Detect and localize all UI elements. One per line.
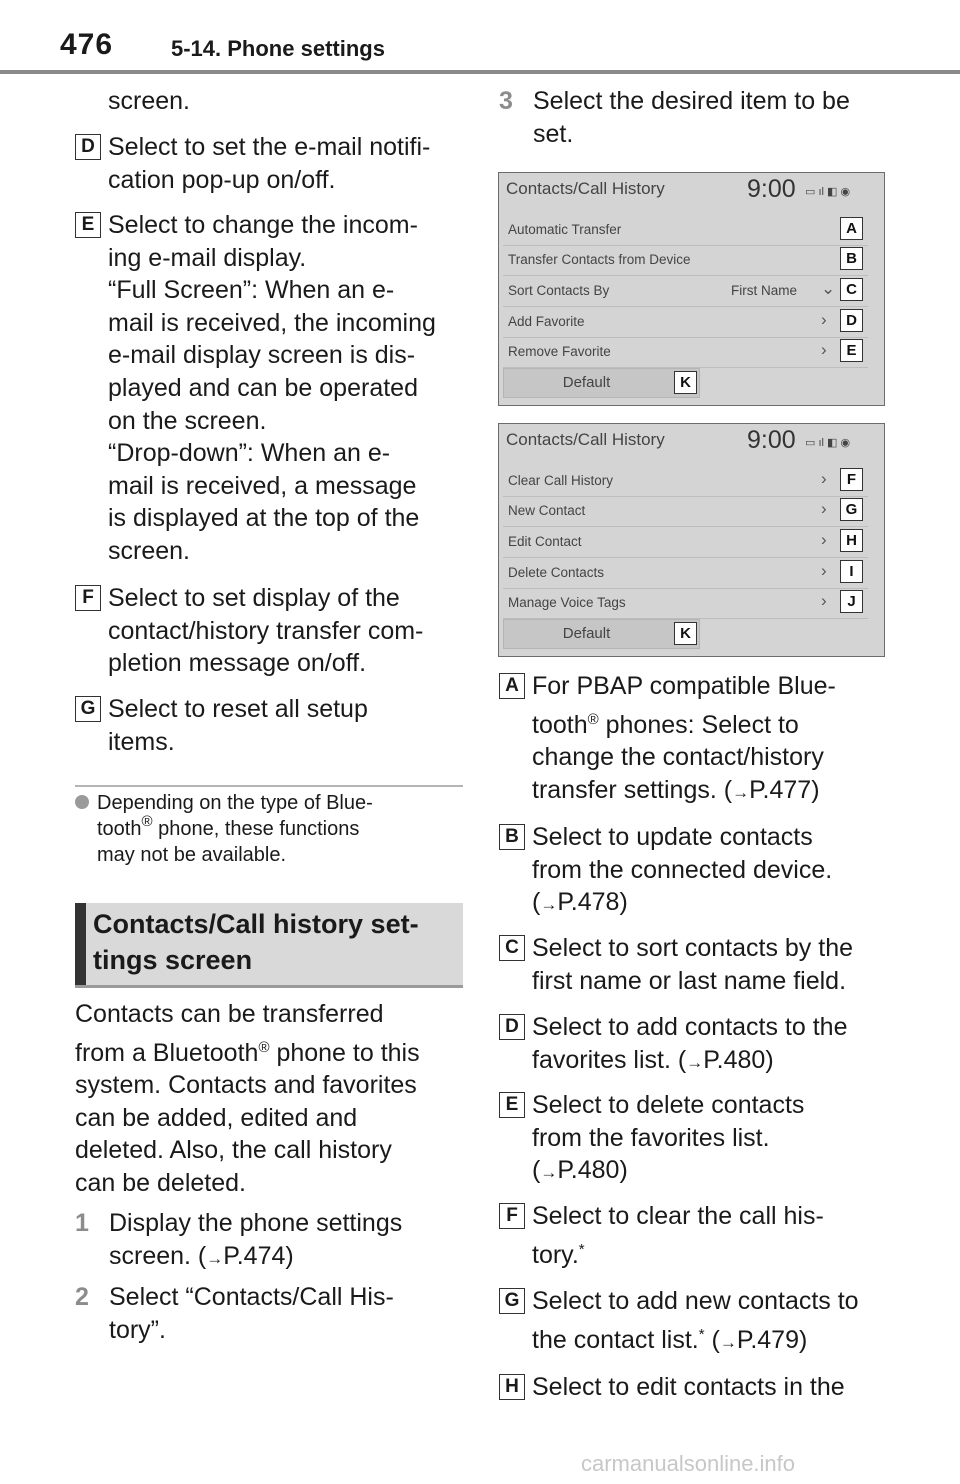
setting-row[interactable]: New Contact › G [503,496,868,527]
chevron-right-icon: › [821,591,827,610]
callout-badge: C [499,935,525,961]
screen-title: Contacts/Call History [506,179,665,198]
intro-paragraph: Contacts can be transferred from a Bluetooth® phone to this system. Contacts and favorites can be added, edited and deleted. Also, the call history can be deleted. [75,1000,420,1197]
section-heading: Contacts/Call history set- tings screen [93,909,419,975]
page-reference-link[interactable]: P.479) [736,1325,808,1354]
item-text: For PBAP compatible Blue- tooth® phones: Select to change the contact/history transfer settings. (→P.477) [532,672,836,804]
callout-badge: E [499,1092,525,1118]
arrow-icon: → [686,1052,704,1072]
callout-badge: D [840,309,863,332]
chevron-right-icon: › [821,561,827,580]
callout-badge: E [75,212,101,238]
item-text: Select to edit contacts in the [532,1373,845,1401]
step-number: 3 [499,87,513,115]
note-divider [75,785,463,787]
step-number: 2 [75,1283,89,1311]
screen-clock: 9:00 [747,175,796,203]
step-text: Select the desired item to be set. [533,87,850,148]
callout-badge: D [499,1014,525,1040]
item-text: Select to change the incom- ing e-mail display. “Full Screen”: When an e- mail is received, the incoming e-mail display screen is dis- played and can be operated on the screen. “Drop-down”: When an e- mail is received, a message is displayed at the top of the screen. [108,211,436,565]
screen-clock: 9:00 [747,426,796,454]
callout-badge: K [674,371,697,394]
page-reference-link[interactable]: P.478) [557,888,628,917]
setting-row[interactable]: Automatic Transfer A [503,215,868,246]
setting-row[interactable]: Clear Call History › F [503,466,868,497]
callout-badge: B [840,247,863,270]
callout-badge: H [840,529,863,552]
callout-badge: I [840,560,863,583]
page-reference-link[interactable]: P.477) [749,775,820,804]
callout-badge: A [499,673,525,699]
step-text: Select “Contacts/Call His- tory”. [109,1283,394,1344]
default-button[interactable]: Default K [503,619,700,649]
chevron-right-icon: › [821,530,827,549]
page-reference-link[interactable]: P.480) [557,1156,628,1185]
item-text: Select to add new contacts to the contact list.* (→P.479) [532,1287,859,1354]
status-icons: ▭ ıl ◧ ◉ [805,437,851,449]
page-number: 476 [60,28,114,61]
setting-row[interactable]: Remove Favorite › E [503,337,868,368]
chevron-right-icon: › [821,340,827,359]
arrow-icon: → [206,1248,224,1268]
item-text: Select to delete contacts from the favorites list. (→P.480) [532,1091,805,1185]
callout-badge: D [75,134,101,160]
chevron-right-icon: › [821,499,827,518]
callout-badge: F [499,1203,525,1229]
screen-title: Contacts/Call History [506,430,665,449]
status-icons: ▭ ıl ◧ ◉ [805,186,851,198]
setting-row[interactable]: Sort Contacts By First Name ⌄ C [503,276,868,307]
settings-screen-1 [498,172,885,406]
callout-badge: G [75,696,101,722]
arrow-icon: → [732,782,750,802]
item-text: Select to reset all setup items. [108,695,368,756]
item-text: Select to sort contacts by the first name or last name field. [532,934,853,995]
section-title: 5-14. Phone settings [171,36,385,61]
watermark: carmanualsonline.info [581,1451,796,1476]
callout-badge: B [499,824,525,850]
page-reference-link[interactable]: P.480) [703,1045,774,1074]
setting-row[interactable]: Delete Contacts › I [503,558,868,589]
setting-row[interactable]: Add Favorite › D [503,307,868,338]
step-number: 1 [75,1209,89,1237]
chevron-down-icon: ⌄ [821,279,836,298]
bullet-icon [75,795,89,809]
arrow-icon: → [719,1332,737,1352]
chevron-right-icon: › [821,469,827,488]
item-text: Select to set the e-mail notifi- cation pop-up on/off. [108,133,431,194]
setting-value: First Name [731,283,798,298]
callout-badge: H [499,1374,525,1400]
chevron-right-icon: › [821,310,827,329]
arrow-icon: → [540,1163,558,1183]
step-2 [75,1281,460,1351]
setting-row[interactable]: Transfer Contacts from Device B [503,245,868,276]
callout-badge: E [840,339,863,362]
callout-badge: F [840,468,863,491]
callout-badge: A [840,217,863,240]
callout-badge: K [674,622,697,645]
callout-badge: G [840,498,863,521]
step-text: Display the phone settings screen. (→P.474) [109,1209,403,1270]
page-reference-link[interactable]: P.474) [223,1241,294,1270]
setting-row[interactable]: Edit Contact › H [503,527,868,558]
default-button[interactable]: Default K [503,368,700,398]
callout-badge: G [499,1288,525,1314]
setting-row[interactable]: Manage Voice Tags › J [503,588,868,619]
item-text: Select to add contacts to the favorites list. (→P.480) [532,1013,848,1074]
settings-screen-2 [498,423,885,657]
item-text: Select to clear the call his- tory.* [532,1202,824,1269]
continuation-text: screen. [108,87,190,115]
callout-badge: C [840,278,863,301]
arrow-icon: → [540,895,558,915]
note-text: Depending on the type of Blue- tooth® phone, these functions may not be available. [97,792,373,866]
item-text: Select to update contacts from the connected device. (→P.478) [532,823,833,917]
callout-badge: J [840,590,863,613]
step-3 [499,85,899,155]
callout-badge: F [75,585,101,611]
header-rule [0,70,960,74]
section-heading-bar [75,903,86,987]
section-heading-rule [75,985,463,988]
item-text: Select to set display of the contact/history transfer com- pletion message on/off. [108,584,424,678]
step-1 [75,1207,460,1277]
